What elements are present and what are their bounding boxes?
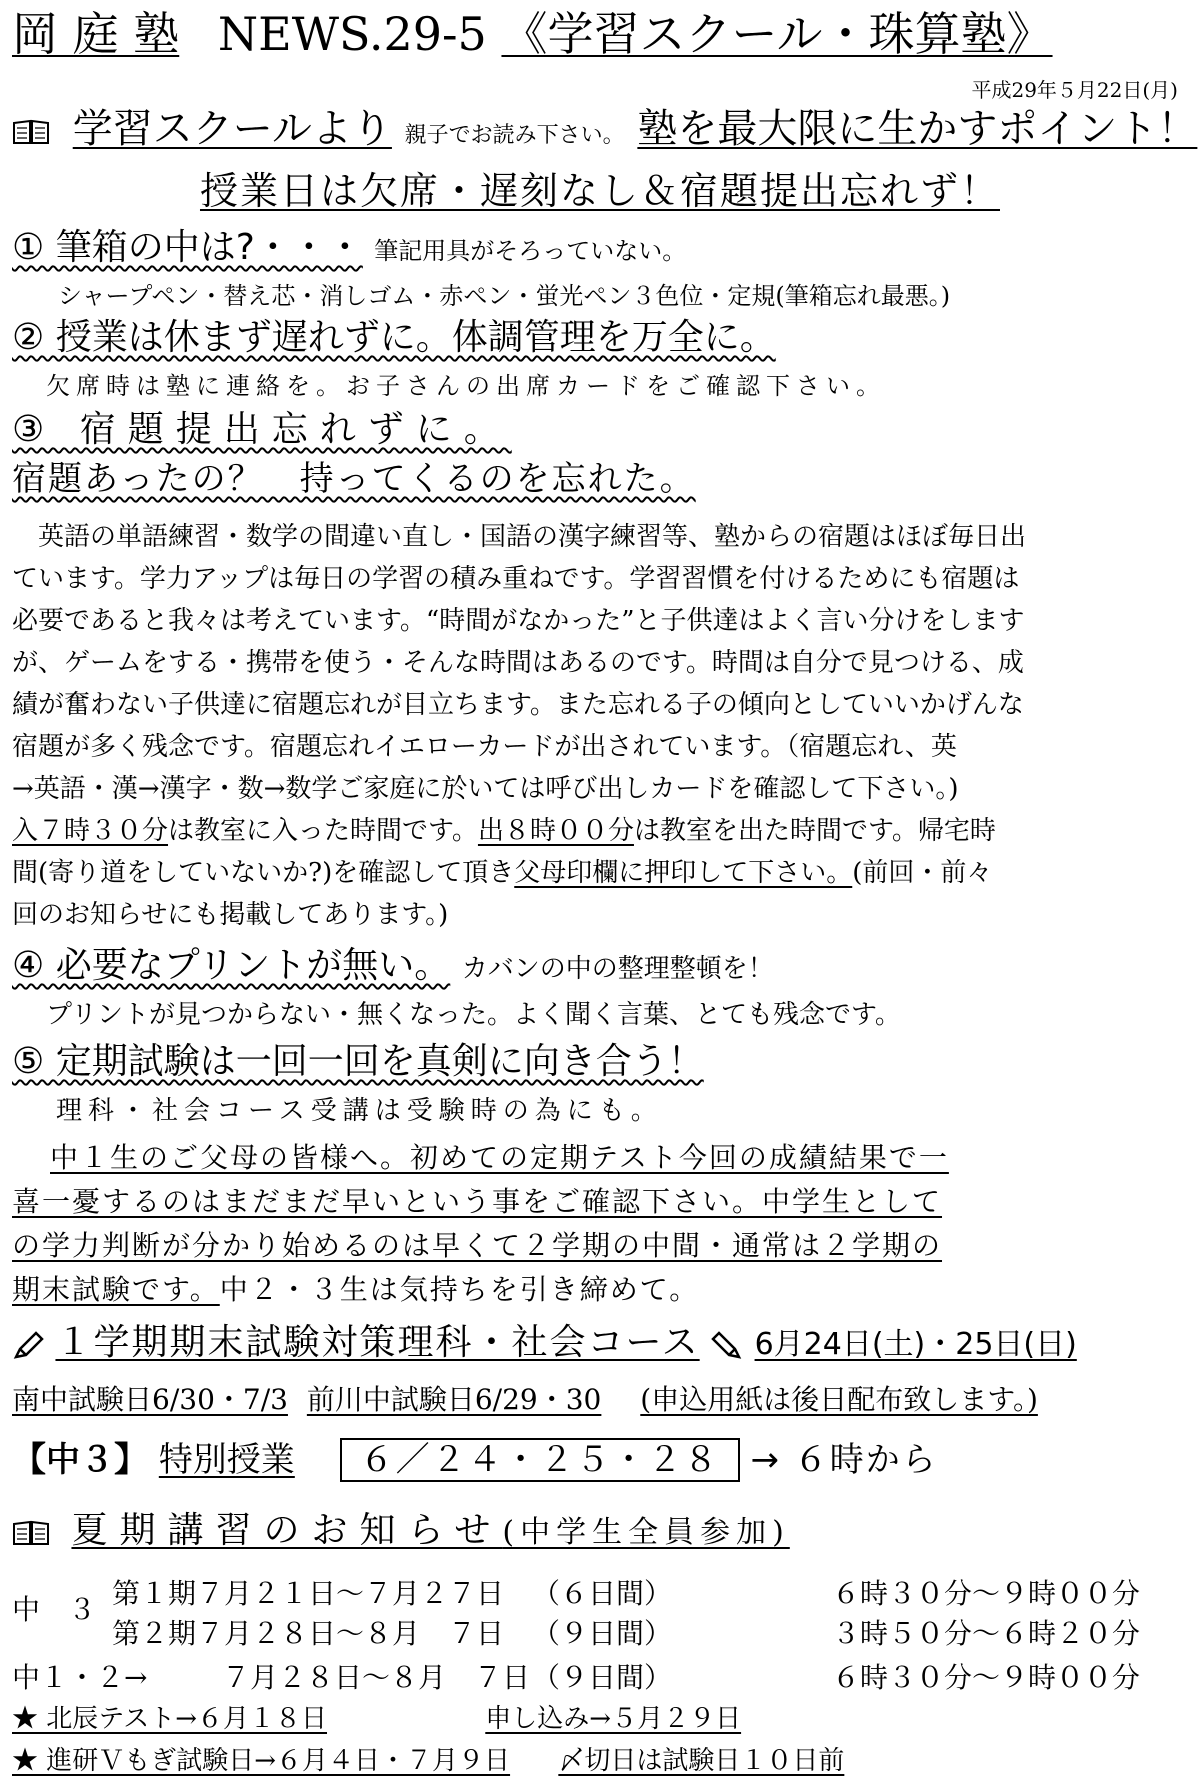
course-title: １学期期末試験対策理科・社会コース bbox=[55, 1322, 700, 1363]
body-line: 回のお知らせにも掲載してあります。) bbox=[12, 900, 449, 930]
news-number: NEWS.29-5 bbox=[217, 7, 487, 61]
p5-line bbox=[50, 1136, 949, 1176]
note-shinken bbox=[12, 1740, 844, 1777]
p5-line bbox=[12, 1180, 942, 1220]
point-3-title: ③ 宿題提出忘れずに。 bbox=[12, 409, 512, 450]
point-1-tail: 筆記用具がそろっていない。 bbox=[374, 237, 687, 265]
schedule-days: （６日間） bbox=[532, 1577, 673, 1610]
point-5-detail: 理科・社会コース受講は受験時の為にも。 bbox=[56, 1096, 663, 1126]
summer-schedule bbox=[12, 1572, 1188, 1692]
course-dates: 6月24日(土)・25日(日) bbox=[754, 1327, 1077, 1362]
body-line: →英語・漢→漢字・数→数学ご家庭に於いては呼び出しカードを確認して下さい。) bbox=[12, 774, 959, 804]
in-text: は教室に入った時間です。 bbox=[168, 816, 478, 846]
p5-line-text: の学力判断が分かり始めるのは早くて２学期の中間・通常は２学期の bbox=[12, 1229, 943, 1262]
out-text: は教室を出た時間です。帰宅時 bbox=[633, 816, 996, 846]
course-exams bbox=[12, 1378, 1038, 1418]
exam-maekawa: 前川中試験日6/29・30 bbox=[306, 1383, 602, 1416]
schedule-time: ６時３０分～９時００分 bbox=[832, 1577, 1141, 1610]
point-4 bbox=[12, 944, 774, 991]
course-heading bbox=[12, 1320, 1077, 1368]
org-name: 岡 庭 塾 bbox=[12, 7, 180, 61]
schedule-days: （９日間） bbox=[532, 1661, 673, 1694]
line9c: (前回・前々 bbox=[852, 858, 993, 888]
point-4-tail: カバンの中の整理整頓を！ bbox=[461, 954, 774, 984]
point-4-detail: プリントが見つからない・無くなった。よく聞く言葉、とても残念です。 bbox=[46, 1000, 901, 1030]
pencil-icon bbox=[12, 1329, 44, 1361]
exam-minami: 南中試験日6/30・7/3 bbox=[12, 1383, 288, 1416]
p5-line-text: 喜一憂するのはまだまだ早いという事をご確認下さい。中学生として bbox=[12, 1185, 943, 1218]
pencil-icon bbox=[711, 1329, 743, 1361]
note-hokushin-date: ★ 北辰テスト→６月１８日 bbox=[12, 1704, 328, 1734]
point-2-title: ② 授業は休まず遅れずに。体調管理を万全に。 bbox=[12, 317, 776, 358]
intro-heading bbox=[12, 104, 1197, 161]
point-1-title: ① 筆箱の中は?・・・ bbox=[12, 227, 363, 268]
banner-text: 授業日は欠席・遅刻なし＆宿題提出忘れず！ bbox=[199, 169, 1000, 213]
body-line: 必要であると我々は考えています。“時間がなかった”と子供達はよく言い分けをします bbox=[12, 606, 1025, 636]
schedule-time: ３時５０分～６時２０分 bbox=[832, 1617, 1141, 1650]
open-book-icon bbox=[12, 1520, 50, 1546]
p5-last-underlined: 期末試験です。 bbox=[12, 1273, 220, 1306]
point-4-title: ④ 必要なプリントが無い。 bbox=[12, 945, 451, 986]
intro-banner bbox=[0, 168, 1200, 214]
body-line-times bbox=[12, 810, 996, 847]
grade-12-label: 中１・２→ bbox=[12, 1661, 148, 1694]
body-line: が、ゲームをする・携帯を使う・そんな時間はあるのです。時間は自分で見つける、成 bbox=[12, 648, 1024, 678]
point-2-detail: 欠席時は塾に連絡を。お子さんの出席カードをご確認下さい。 bbox=[46, 372, 886, 400]
body-line: ています。学力アップは毎日の学習の積み重ねです。学習習慣を付けるためにも宿題は bbox=[12, 564, 1020, 594]
note-shinken-dates: ★ 進研Ｖもぎ試験日→６月４日・７月９日 bbox=[12, 1746, 511, 1776]
line9a: 間(寄り道をしていないか?)を確認して頂き bbox=[12, 858, 515, 888]
p5-line-text: 中１生のご父母の皆様へ。初めての定期テスト今回の成績結果で一 bbox=[50, 1141, 949, 1174]
p5-last-rest: 中２・３生は気持ちを引き締めて。 bbox=[219, 1273, 700, 1306]
out-time: 出８時００分 bbox=[477, 816, 634, 846]
schedule-period: ７月２８日～８月 ７日 bbox=[222, 1661, 531, 1694]
body-line: 宿題が多く残念です。宿題忘れイエローカードが出されています。（宿題忘れ、英 bbox=[12, 732, 957, 762]
open-book-icon bbox=[12, 119, 50, 145]
p5-line bbox=[12, 1268, 699, 1308]
question-text: 宿題あったの？ 持ってくるのを忘れた。 bbox=[12, 459, 696, 499]
summer-sub: (中学生全員参加) bbox=[502, 1515, 790, 1550]
intro-sub: 親子でお読み下さい。 bbox=[404, 123, 625, 148]
intro-title: 学習スクールより bbox=[72, 106, 392, 152]
issue-date: 平成29年５月22日(月) bbox=[971, 78, 1178, 102]
newsletter-subject: 《学習スクール・珠算塾》 bbox=[501, 7, 1053, 61]
special-title: 特別授業 bbox=[158, 1440, 295, 1480]
in-time: 入７時３０分 bbox=[12, 816, 169, 846]
special-label: 【中３】 bbox=[12, 1440, 148, 1480]
schedule-period: 第２期７月２８日～８月 ７日 bbox=[112, 1617, 505, 1650]
summer-title: 夏期講習のお知らせ bbox=[71, 1510, 503, 1551]
note-hokushin-deadline: 申し込み→５月２９日 bbox=[485, 1704, 742, 1734]
p5-line bbox=[12, 1224, 942, 1264]
stamp-instruction: 父母印欄に押印して下さい。 bbox=[514, 858, 853, 888]
schedule-period: 第１期７月２１日～７月２７日 bbox=[112, 1577, 505, 1610]
schedule-time: ６時３０分～９時００分 bbox=[832, 1661, 1141, 1694]
course-note: (申込用紙は後日配布致します。) bbox=[640, 1383, 1038, 1416]
header bbox=[12, 6, 1053, 62]
note-hokushin bbox=[12, 1698, 741, 1735]
schedule-days: （９日間） bbox=[532, 1617, 673, 1650]
body-line: 績が奮わない子供達に宿題忘れが目立ちます。また忘れる子の傾向としていいかげんな bbox=[12, 690, 1024, 720]
point-5 bbox=[12, 1040, 704, 1084]
special-dates: ６／２４・２５・２８ bbox=[340, 1438, 740, 1482]
point-1-detail: シャープペン・替え芯・消しゴム・赤ペン・蛍光ペン３色位・定規(筆箱忘れ最悪。) bbox=[58, 282, 951, 310]
intro-headline: 塾を最大限に生かすポイント！ bbox=[637, 106, 1198, 152]
point-3-question bbox=[12, 458, 696, 500]
point-3 bbox=[12, 408, 512, 452]
grade-3-label: 中 ３ bbox=[12, 1593, 97, 1626]
body-line: 英語の単語練習・数学の間違い直し・国語の漢字練習等、塾からの宿題はほぼ毎日出 bbox=[12, 522, 1027, 552]
point-5-title: ⑤ 定期試験は一回一回を真剣に向き合う！ bbox=[12, 1041, 704, 1082]
note-shinken-deadline: 〆切日は試験日１０日前 bbox=[558, 1746, 845, 1776]
summer-heading bbox=[12, 1508, 790, 1556]
body-line-stamp bbox=[12, 852, 992, 889]
point-1 bbox=[12, 226, 686, 273]
special-time: → ６時から bbox=[750, 1440, 938, 1480]
special-class bbox=[12, 1438, 938, 1482]
point-2 bbox=[12, 316, 776, 360]
